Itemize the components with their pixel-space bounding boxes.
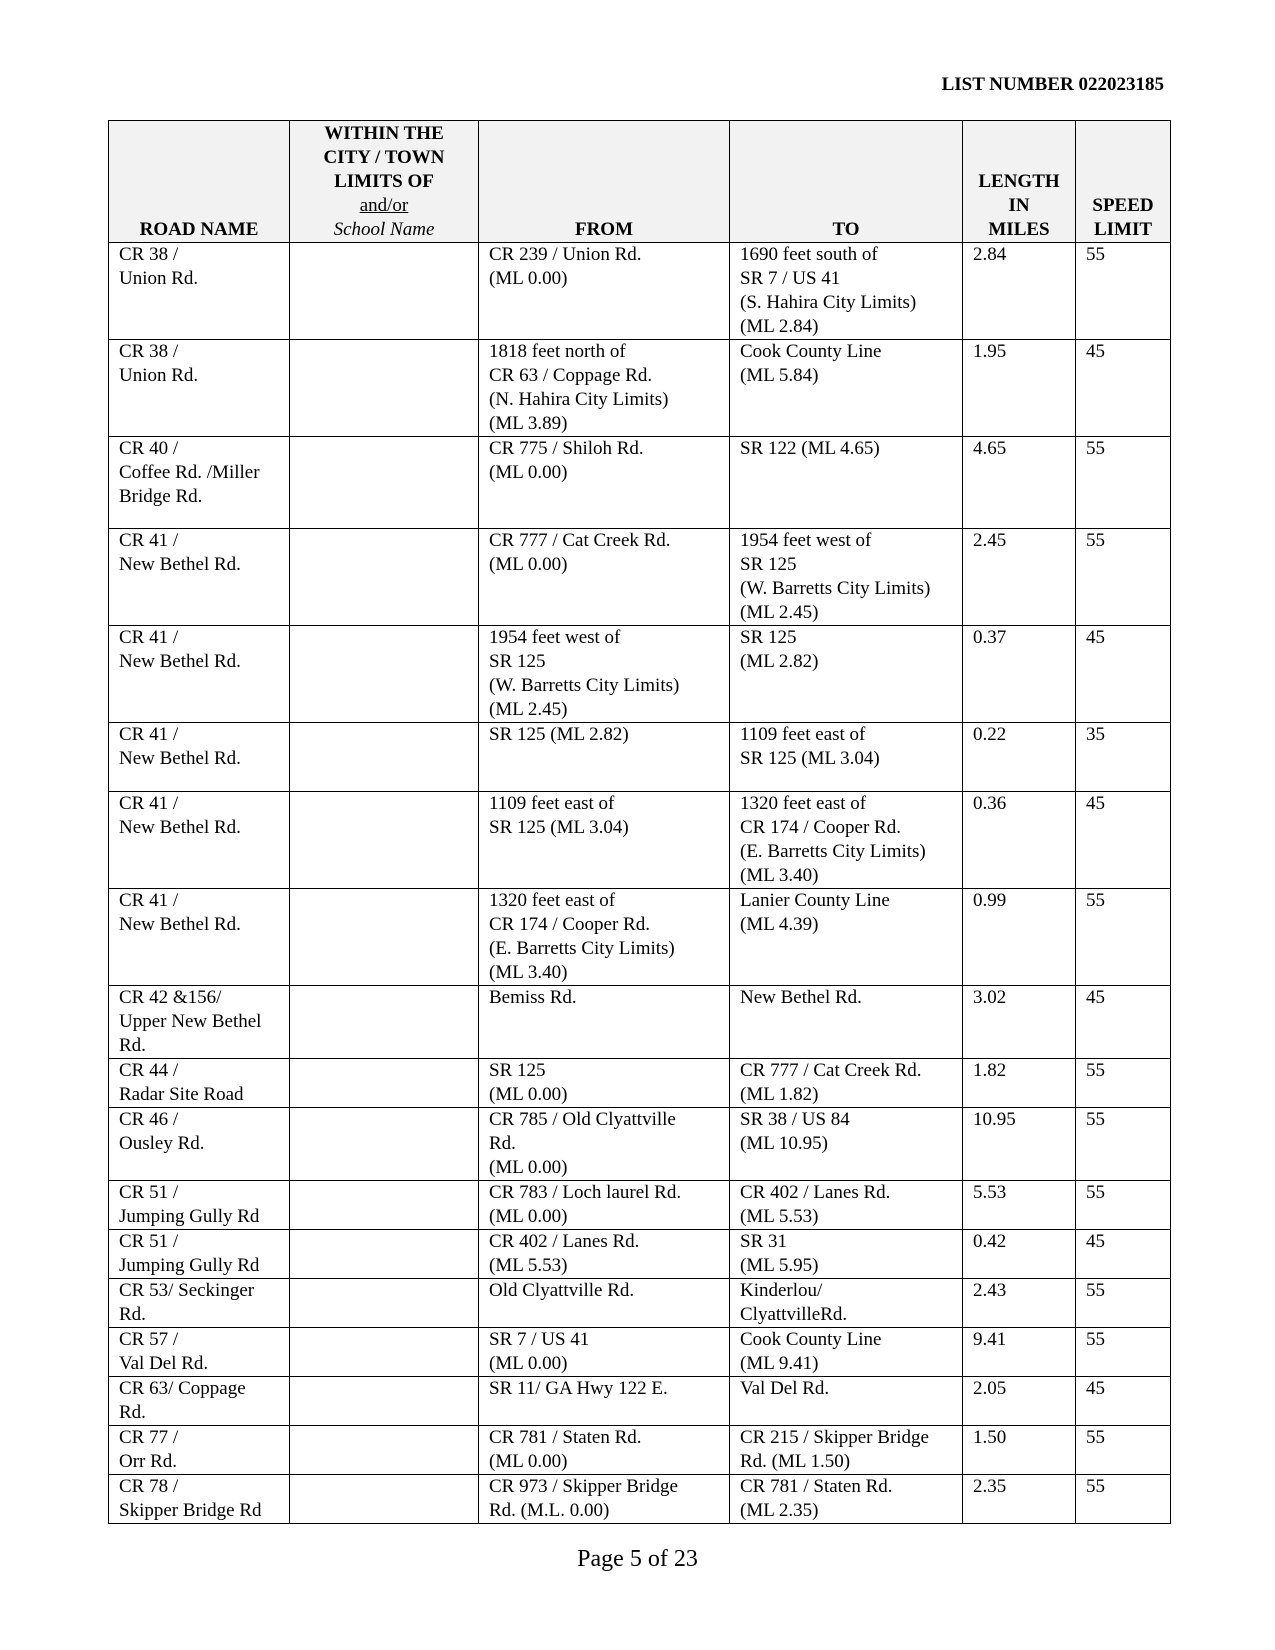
cell-line: (ML 5.53) (489, 1255, 568, 1276)
within-limits-cell (290, 723, 479, 792)
length-cell: 0.36 (963, 792, 1076, 889)
cell-line: Rd. (119, 1402, 146, 1423)
within-limits-cell (290, 889, 479, 986)
length-cell: 10.95 (963, 1108, 1076, 1181)
cell-line: CR 42 &156/ (119, 987, 222, 1008)
to-cell (730, 986, 963, 1059)
cell-line: (E. Barretts City Limits) (740, 841, 926, 862)
cell-line: Upper New Bethel (119, 1011, 262, 1032)
cell-line: (ML 5.84) (740, 365, 819, 386)
within-limits-cell (290, 243, 479, 340)
table-row (109, 1377, 1171, 1426)
cell-line: New Bethel Rd. (119, 914, 241, 935)
length-cell: 0.37 (963, 626, 1076, 723)
within-school-name: School Name (333, 219, 435, 240)
cell-line: CR 63 / Coppage Rd. (489, 365, 653, 386)
cell-line: Cook County Line (740, 341, 882, 362)
cell-line: CR 41 / (119, 890, 179, 911)
table-row (109, 437, 1171, 529)
to-cell (730, 340, 963, 437)
table-row (109, 1328, 1171, 1377)
road-name-cell (109, 243, 290, 340)
cell-line: Skipper Bridge Rd (119, 1500, 262, 1521)
cell-line: CR 57 / (119, 1329, 179, 1350)
cell-line: Rd. (489, 1133, 516, 1154)
cell-line: CR 63/ Coppage (119, 1378, 246, 1399)
cell-line: CR 78 / (119, 1476, 179, 1497)
within-limits-cell (290, 1059, 479, 1108)
cell-line: (W. Barretts City Limits) (489, 675, 680, 696)
within-limits-cell (290, 626, 479, 723)
cell-line: CR 781 / Staten Rd. (489, 1427, 642, 1448)
col-header-to: TO (730, 121, 963, 243)
to-cell (730, 529, 963, 626)
cell-line: CR 46 / (119, 1109, 179, 1130)
length-cell: 3.02 (963, 986, 1076, 1059)
table-row (109, 243, 1171, 340)
from-cell (479, 986, 730, 1059)
speed-limit-cell: 45 (1076, 1230, 1171, 1279)
road-name-cell (109, 1108, 290, 1181)
speed-limit-cell: 45 (1076, 792, 1171, 889)
cell-line: SR 38 / US 84 (740, 1109, 850, 1130)
cell-line: SR 122 (ML 4.65) (740, 438, 880, 459)
road-name-cell (109, 723, 290, 792)
length-cell: 2.45 (963, 529, 1076, 626)
road-table (108, 120, 1171, 1524)
cell-line: Old Clyattville Rd. (489, 1280, 635, 1301)
cell-line: (ML 5.53) (740, 1206, 819, 1227)
to-cell (730, 1230, 963, 1279)
cell-line: (ML 5.95) (740, 1255, 819, 1276)
cell-line: CR 41 / (119, 724, 179, 745)
speed-limit-cell: 55 (1076, 529, 1171, 626)
within-limits-cell (290, 437, 479, 529)
speed-limit-cell: 45 (1076, 986, 1171, 1059)
within-limits-cell (290, 1279, 479, 1328)
table-header-row (109, 121, 1171, 243)
length-cell: 4.65 (963, 437, 1076, 529)
within-limits-cell (290, 1181, 479, 1230)
speed-limit-cell: 55 (1076, 1059, 1171, 1108)
cell-line: (ML 3.40) (740, 865, 819, 886)
cell-line: (ML 2.45) (489, 699, 568, 720)
cell-line: Coffee Rd. /Miller (119, 462, 260, 483)
road-name-cell (109, 1328, 290, 1377)
table-row (109, 1108, 1171, 1181)
cell-line: SR 7 / US 41 (740, 268, 841, 289)
to-cell (730, 243, 963, 340)
within-limits-cell (290, 529, 479, 626)
cell-line: CR 53/ Seckinger (119, 1280, 255, 1301)
cell-line: New Bethel Rd. (119, 748, 241, 769)
speed-limit-cell: 45 (1076, 626, 1171, 723)
col-header-from: FROM (479, 121, 730, 243)
cell-line: 1954 feet west of (740, 530, 872, 551)
table-row (109, 889, 1171, 986)
length-cell: 0.22 (963, 723, 1076, 792)
cell-line: (ML 3.40) (489, 962, 568, 983)
cell-line: (ML 0.00) (489, 1206, 568, 1227)
cell-line: SR 125 (489, 1060, 546, 1081)
length-cell: 1.95 (963, 340, 1076, 437)
from-cell (479, 1475, 730, 1524)
cell-line: (N. Hahira City Limits) (489, 389, 669, 410)
length-cell: 0.42 (963, 1230, 1076, 1279)
cell-line: (ML 2.84) (740, 316, 819, 337)
from-cell (479, 243, 730, 340)
cell-line: (S. Hahira City Limits) (740, 292, 917, 313)
within-limits-cell (290, 792, 479, 889)
table-row (109, 1279, 1171, 1328)
speed-limit-cell: 35 (1076, 723, 1171, 792)
table-row (109, 626, 1171, 723)
cell-line: CR 402 / Lanes Rd. (740, 1182, 891, 1203)
cell-line: (ML 2.35) (740, 1500, 819, 1521)
table-row (109, 723, 1171, 792)
cell-line: Kinderlou/ (740, 1280, 823, 1301)
speed-limit-cell: 55 (1076, 889, 1171, 986)
cell-line: CR 41 / (119, 530, 179, 551)
within-limits-cell (290, 1426, 479, 1475)
cell-line: (ML 0.00) (489, 1157, 568, 1178)
speed-limit-cell: 55 (1076, 437, 1171, 529)
within-limits-cell (290, 1230, 479, 1279)
cell-line: (ML 0.00) (489, 1353, 568, 1374)
from-cell (479, 1377, 730, 1426)
cell-line: (ML 2.45) (740, 602, 819, 623)
within-limits-cell (290, 340, 479, 437)
table-row (109, 792, 1171, 889)
length-cell: 0.99 (963, 889, 1076, 986)
to-cell (730, 1377, 963, 1426)
from-cell (479, 1108, 730, 1181)
from-cell (479, 1426, 730, 1475)
cell-line: (ML 3.89) (489, 413, 568, 434)
cell-line: CR 781 / Staten Rd. (740, 1476, 893, 1497)
cell-line: CR 215 / Skipper Bridge (740, 1427, 929, 1448)
cell-line: (ML 1.82) (740, 1084, 819, 1105)
cell-line: Cook County Line (740, 1329, 882, 1350)
to-cell (730, 723, 963, 792)
table-row (109, 529, 1171, 626)
cell-line: CR 51 / (119, 1182, 179, 1203)
col-header-road-name: ROAD NAME (109, 121, 290, 243)
to-cell (730, 1181, 963, 1230)
to-cell (730, 1328, 963, 1377)
cell-line: New Bethel Rd. (740, 987, 862, 1008)
cell-line: CR 38 / (119, 341, 179, 362)
cell-line: CR 777 / Cat Creek Rd. (489, 530, 671, 551)
cell-line: 1320 feet east of (489, 890, 616, 911)
within-andor: and/or (359, 195, 409, 216)
speed-limit-cell: 55 (1076, 243, 1171, 340)
from-cell (479, 792, 730, 889)
from-cell (479, 437, 730, 529)
to-cell (730, 437, 963, 529)
road-name-cell (109, 626, 290, 723)
cell-line: SR 125 (489, 651, 546, 672)
cell-line: (ML 0.00) (489, 554, 568, 575)
cell-line: SR 125 (ML 3.04) (489, 817, 629, 838)
col-header-speed-limit: SPEED LIMIT (1076, 121, 1171, 243)
within-limits-cell (290, 1475, 479, 1524)
list-number: LIST NUMBER 022023185 (941, 74, 1164, 95)
speed-limit-cell: 55 (1076, 1426, 1171, 1475)
road-name-cell (109, 986, 290, 1059)
cell-line: Rd. (ML 1.50) (740, 1451, 851, 1472)
from-cell (479, 723, 730, 792)
speed-limit-cell: 55 (1076, 1279, 1171, 1328)
cell-line: Ousley Rd. (119, 1133, 205, 1154)
cell-line: Rd. (119, 1304, 146, 1325)
cell-line: SR 125 (ML 2.82) (489, 724, 629, 745)
cell-line: 1109 feet east of (489, 793, 615, 814)
table-row (109, 1181, 1171, 1230)
length-cell: 1.82 (963, 1059, 1076, 1108)
cell-line: (ML 4.39) (740, 914, 819, 935)
table-row (109, 1426, 1171, 1475)
cell-line: SR 125 (740, 554, 797, 575)
within-limits-cell (290, 1328, 479, 1377)
cell-line: (ML 0.00) (489, 1451, 568, 1472)
from-cell (479, 1059, 730, 1108)
road-name-cell (109, 1059, 290, 1108)
cell-line: 1818 feet north of (489, 341, 626, 362)
cell-line: SR 11/ GA Hwy 122 E. (489, 1378, 668, 1399)
table-row (109, 1230, 1171, 1279)
cell-line: CR 777 / Cat Creek Rd. (740, 1060, 922, 1081)
to-cell (730, 1108, 963, 1181)
length-cell: 2.05 (963, 1377, 1076, 1426)
road-name-cell (109, 1426, 290, 1475)
cell-line: CR 402 / Lanes Rd. (489, 1231, 640, 1252)
cell-line: New Bethel Rd. (119, 554, 241, 575)
cell-line: (ML 0.00) (489, 268, 568, 289)
to-cell (730, 889, 963, 986)
from-cell (479, 529, 730, 626)
cell-line: SR 7 / US 41 (489, 1329, 590, 1350)
cell-line: (ML 2.82) (740, 651, 819, 672)
length-cell: 2.35 (963, 1475, 1076, 1524)
road-name-cell (109, 340, 290, 437)
speed-limit-cell: 55 (1076, 1328, 1171, 1377)
length-cell: 9.41 (963, 1328, 1076, 1377)
cell-line: Union Rd. (119, 365, 199, 386)
within-line: CITY / TOWN (323, 147, 445, 168)
to-cell (730, 1475, 963, 1524)
cell-line: Jumping Gully Rd (119, 1255, 260, 1276)
cell-line: 1320 feet east of (740, 793, 867, 814)
cell-line: Orr Rd. (119, 1451, 178, 1472)
road-name-cell (109, 437, 290, 529)
cell-line: CR 41 / (119, 793, 179, 814)
to-cell (730, 1059, 963, 1108)
cell-line: New Bethel Rd. (119, 817, 241, 838)
cell-line: CR 775 / Shiloh Rd. (489, 438, 644, 459)
table-row (109, 340, 1171, 437)
road-name-cell (109, 1377, 290, 1426)
cell-line: Jumping Gully Rd (119, 1206, 260, 1227)
length-cell: 5.53 (963, 1181, 1076, 1230)
cell-line: Bridge Rd. (119, 486, 203, 507)
speed-limit-cell: 55 (1076, 1181, 1171, 1230)
cell-line: CR 40 / (119, 438, 179, 459)
cell-line: Union Rd. (119, 268, 199, 289)
within-line: WITHIN THE (324, 123, 444, 144)
cell-line: CR 973 / Skipper Bridge (489, 1476, 678, 1497)
to-cell (730, 1279, 963, 1328)
road-name-cell (109, 1279, 290, 1328)
speed-limit-cell: 45 (1076, 1377, 1171, 1426)
col-header-length: LENGTH IN MILES (963, 121, 1076, 243)
cell-line: CR 174 / Cooper Rd. (740, 817, 901, 838)
cell-line: Radar Site Road (119, 1084, 244, 1105)
from-cell (479, 889, 730, 986)
cell-line: Lanier County Line (740, 890, 890, 911)
cell-line: SR 125 (ML 3.04) (740, 748, 880, 769)
col-header-within-limits (290, 121, 479, 243)
cell-line: (ML 0.00) (489, 1084, 568, 1105)
table-row (109, 1059, 1171, 1108)
within-line: LIMITS OF (334, 171, 434, 192)
table-row (109, 1475, 1171, 1524)
cell-line: CR 41 / (119, 627, 179, 648)
cell-line: (ML 10.95) (740, 1133, 828, 1154)
from-cell (479, 1230, 730, 1279)
length-cell: 2.43 (963, 1279, 1076, 1328)
cell-line: 1109 feet east of (740, 724, 866, 745)
within-limits-cell (290, 1108, 479, 1181)
cell-line: CR 38 / (119, 244, 179, 265)
cell-line: 1954 feet west of (489, 627, 621, 648)
cell-line: (ML 9.41) (740, 1353, 819, 1374)
speed-limit-cell: 55 (1076, 1108, 1171, 1181)
road-name-cell (109, 529, 290, 626)
road-name-cell (109, 1230, 290, 1279)
cell-line: New Bethel Rd. (119, 651, 241, 672)
speed-limit-cell: 45 (1076, 340, 1171, 437)
cell-line: Bemiss Rd. (489, 987, 577, 1008)
road-name-cell (109, 792, 290, 889)
cell-line: ClyattvilleRd. (740, 1304, 848, 1325)
cell-line: Val Del Rd. (119, 1353, 209, 1374)
cell-line: Rd. (119, 1035, 146, 1056)
cell-line: CR 174 / Cooper Rd. (489, 914, 650, 935)
from-cell (479, 626, 730, 723)
road-name-cell (109, 1181, 290, 1230)
cell-line: CR 783 / Loch laurel Rd. (489, 1182, 682, 1203)
cell-line: CR 51 / (119, 1231, 179, 1252)
cell-line: 1690 feet south of (740, 244, 878, 265)
from-cell (479, 1328, 730, 1377)
length-cell: 1.50 (963, 1426, 1076, 1475)
cell-line: CR 77 / (119, 1427, 179, 1448)
length-cell: 2.84 (963, 243, 1076, 340)
cell-line: (W. Barretts City Limits) (740, 578, 931, 599)
to-cell (730, 626, 963, 723)
cell-line: SR 31 (740, 1231, 787, 1252)
cell-line: (ML 0.00) (489, 462, 568, 483)
road-name-cell (109, 889, 290, 986)
page-number: Page 5 of 23 (577, 1546, 698, 1572)
from-cell (479, 1181, 730, 1230)
to-cell (730, 792, 963, 889)
cell-line: SR 125 (740, 627, 797, 648)
cell-line: CR 785 / Old Clyattville (489, 1109, 676, 1130)
speed-limit-cell: 55 (1076, 1475, 1171, 1524)
table-row (109, 986, 1171, 1059)
cell-line: CR 239 / Union Rd. (489, 244, 642, 265)
cell-line: CR 44 / (119, 1060, 179, 1081)
cell-line: Rd. (M.L. 0.00) (489, 1500, 610, 1521)
within-limits-cell (290, 1377, 479, 1426)
to-cell (730, 1426, 963, 1475)
cell-line: Val Del Rd. (740, 1378, 830, 1399)
within-limits-cell (290, 986, 479, 1059)
from-cell (479, 1279, 730, 1328)
from-cell (479, 340, 730, 437)
cell-line: (E. Barretts City Limits) (489, 938, 675, 959)
road-name-cell (109, 1475, 290, 1524)
